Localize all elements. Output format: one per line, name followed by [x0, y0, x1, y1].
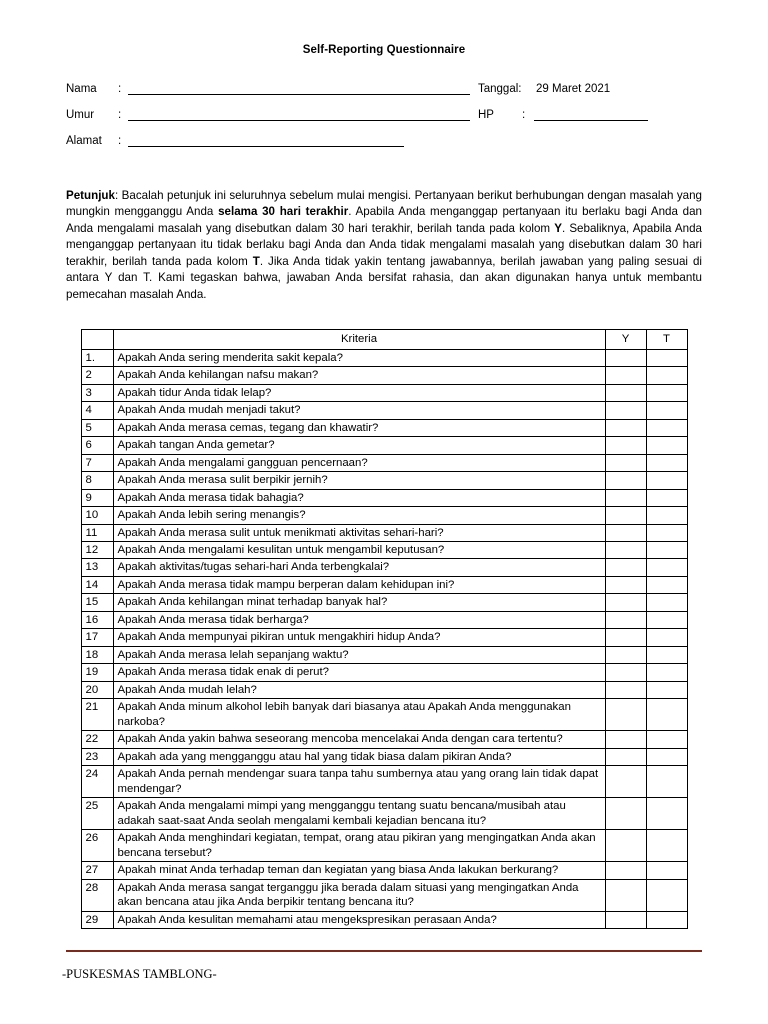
table-row — [81, 611, 687, 628]
row-number: 2 — [81, 367, 113, 384]
table-row — [81, 507, 687, 524]
row-criteria: Apakah Anda yakin bahwa seseorang mencoba mencelakai Anda dengan cara tertentu? — [113, 731, 605, 748]
identity-row-umur — [66, 106, 470, 121]
instructions-paragraph — [66, 188, 702, 303]
row-number: 24 — [81, 766, 113, 798]
header-y: Y — [605, 330, 646, 349]
row-answer-y[interactable] — [605, 646, 646, 663]
row-answer-y[interactable] — [605, 699, 646, 731]
row-number: 13 — [81, 559, 113, 576]
instructions-lead-label: Petunjuk — [66, 189, 115, 202]
row-answer-y[interactable] — [605, 862, 646, 879]
row-answer-t[interactable] — [646, 367, 687, 384]
row-answer-t[interactable] — [646, 349, 687, 366]
row-answer-y[interactable] — [605, 349, 646, 366]
table-row — [81, 862, 687, 879]
tanggal-value: 29 Maret 2021 — [536, 83, 611, 95]
row-criteria: Apakah Anda kehilangan nafsu makan? — [113, 367, 605, 384]
row-criteria: Apakah minat Anda terhadap teman dan kegiatan yang biasa Anda lakukan berkurang? — [113, 862, 605, 879]
header-kriteria: Kriteria — [113, 330, 605, 349]
table-row — [81, 766, 687, 798]
table-row — [81, 664, 687, 681]
row-criteria: Apakah Anda sering menderita sakit kepala? — [113, 349, 605, 366]
row-criteria: Apakah Anda merasa lelah sepanjang waktu? — [113, 646, 605, 663]
row-answer-t[interactable] — [646, 731, 687, 748]
row-criteria: Apakah Anda merasa tidak enak di perut? — [113, 664, 605, 681]
row-answer-t[interactable] — [646, 559, 687, 576]
instructions-text-2: . Apabila Anda menganggap pertanyaan itu berlaku bagi Anda dan Anda mengalami masalah yang disebutkan dalam 30 hari terakhir, berilah tanda pada kolom — [66, 205, 702, 235]
row-number: 5 — [81, 419, 113, 436]
row-answer-t[interactable] — [646, 611, 687, 628]
nama-label: Nama — [66, 83, 97, 95]
identity-row-hp — [478, 106, 702, 121]
row-number: 16 — [81, 611, 113, 628]
row-number: 26 — [81, 830, 113, 862]
row-answer-t[interactable] — [646, 748, 687, 765]
table-row — [81, 349, 687, 366]
row-answer-y[interactable] — [605, 766, 646, 798]
row-number: 19 — [81, 664, 113, 681]
row-number: 27 — [81, 862, 113, 879]
row-criteria: Apakah Anda mudah menjadi takut? — [113, 402, 605, 419]
row-criteria: Apakah Anda kehilangan minat terhadap banyak hal? — [113, 594, 605, 611]
row-number: 3 — [81, 384, 113, 401]
row-criteria: Apakah Anda lebih sering menangis? — [113, 507, 605, 524]
instructions-bold-2: Y — [554, 221, 562, 235]
row-number: 25 — [81, 798, 113, 830]
row-answer-y[interactable] — [605, 748, 646, 765]
row-number: 21 — [81, 699, 113, 731]
alamat-input-line[interactable] — [128, 135, 404, 147]
table-row — [81, 748, 687, 765]
row-answer-y[interactable] — [605, 489, 646, 506]
row-answer-t[interactable] — [646, 576, 687, 593]
umur-label: Umur — [66, 109, 95, 121]
row-answer-t[interactable] — [646, 646, 687, 663]
row-answer-t[interactable] — [646, 911, 687, 928]
table-row — [81, 472, 687, 489]
row-answer-t[interactable] — [646, 830, 687, 862]
row-answer-t[interactable] — [646, 454, 687, 471]
row-answer-y[interactable] — [605, 472, 646, 489]
row-criteria: Apakah aktivitas/tugas sehari-hari Anda terbengkalai? — [113, 559, 605, 576]
page-title: Self-Reporting Questionnaire — [302, 44, 466, 56]
row-criteria: Apakah ada yang mengganggu atau hal yang tidak biasa dalam pikiran Anda? — [113, 748, 605, 765]
questionnaire-table-body — [81, 349, 687, 928]
instructions-text-1: : Bacalah petunjuk ini seluruhnya sebelum mulai mengisi. Pertanyaan berikut berhubungan dengan masalah yang mungkin mengganggu Anda — [66, 189, 702, 219]
table-row — [81, 419, 687, 436]
row-answer-t[interactable] — [646, 798, 687, 830]
umur-colon: : — [118, 109, 122, 121]
row-answer-t[interactable] — [646, 524, 687, 541]
footer-divider — [66, 950, 702, 952]
row-answer-t[interactable] — [646, 862, 687, 879]
row-criteria: Apakah Anda kesulitan memahami atau mengekspresikan perasaan Anda? — [113, 911, 605, 928]
row-answer-y[interactable] — [605, 798, 646, 830]
table-row — [81, 559, 687, 576]
row-answer-t[interactable] — [646, 437, 687, 454]
row-answer-t[interactable] — [646, 699, 687, 731]
row-criteria: Apakah Anda merasa sulit berpikir jernih? — [113, 472, 605, 489]
nama-input-line[interactable] — [128, 83, 470, 95]
row-answer-y[interactable] — [605, 594, 646, 611]
row-criteria: Apakah Anda minum alkohol lebih banyak dari biasanya atau Apakah Anda menggunakan narkoba? — [113, 699, 605, 731]
row-answer-y[interactable] — [605, 911, 646, 928]
row-answer-y[interactable] — [605, 402, 646, 419]
umur-input-line[interactable] — [128, 109, 470, 121]
identity-block — [66, 80, 702, 158]
row-answer-t[interactable] — [646, 681, 687, 698]
table-row — [81, 541, 687, 558]
row-number: 15 — [81, 594, 113, 611]
table-row — [81, 879, 687, 911]
row-criteria: Apakah Anda mengalami kesulitan untuk mengambil keputusan? — [113, 541, 605, 558]
row-number: 9 — [81, 489, 113, 506]
row-number: 23 — [81, 748, 113, 765]
row-answer-t[interactable] — [646, 594, 687, 611]
header-t: T — [646, 330, 687, 349]
row-criteria: Apakah Anda mengalami gangguan pencernaan? — [113, 454, 605, 471]
row-number: 14 — [81, 576, 113, 593]
instructions-bold-3: T — [252, 254, 260, 268]
hp-input-line[interactable] — [534, 109, 648, 121]
table-header-row — [81, 330, 687, 349]
row-answer-t[interactable] — [646, 472, 687, 489]
row-criteria: Apakah Anda menghindari kegiatan, tempat, orang atau pikiran yang mengingatkan Anda akan bencana tersebut? — [113, 830, 605, 862]
row-number: 10 — [81, 507, 113, 524]
row-number: 20 — [81, 681, 113, 698]
row-answer-y[interactable] — [605, 367, 646, 384]
row-criteria: Apakah tidur Anda tidak lelap? — [113, 384, 605, 401]
identity-left-column — [66, 80, 470, 158]
row-criteria: Apakah Anda merasa tidak mampu berperan dalam kehidupan ini? — [113, 576, 605, 593]
row-number: 18 — [81, 646, 113, 663]
header-no — [81, 330, 113, 349]
row-answer-t[interactable] — [646, 384, 687, 401]
table-row — [81, 798, 687, 830]
row-number: 22 — [81, 731, 113, 748]
table-row — [81, 699, 687, 731]
table-row — [81, 437, 687, 454]
table-row — [81, 524, 687, 541]
row-answer-y[interactable] — [605, 629, 646, 646]
row-criteria: Apakah Anda mudah lelah? — [113, 681, 605, 698]
row-answer-t[interactable] — [646, 507, 687, 524]
row-criteria: Apakah Anda merasa tidak berharga? — [113, 611, 605, 628]
row-answer-y[interactable] — [605, 541, 646, 558]
row-answer-t[interactable] — [646, 419, 687, 436]
row-answer-y[interactable] — [605, 507, 646, 524]
row-criteria: Apakah Anda mengalami mimpi yang mengganggu tentang suatu bencana/musibah atau adakah saat-saat Anda seolah mengalami kembali kejadian bencana itu? — [113, 798, 605, 830]
row-criteria: Apakah Anda merasa cemas, tegang dan khawatir? — [113, 419, 605, 436]
row-number: 1. — [81, 349, 113, 366]
row-answer-y[interactable] — [605, 524, 646, 541]
row-answer-y[interactable] — [605, 576, 646, 593]
row-answer-y[interactable] — [605, 879, 646, 911]
table-row — [81, 911, 687, 928]
row-number: 28 — [81, 879, 113, 911]
row-answer-t[interactable] — [646, 541, 687, 558]
table-row — [81, 402, 687, 419]
row-answer-y[interactable] — [605, 419, 646, 436]
row-answer-t[interactable] — [646, 664, 687, 681]
hp-label: HP — [478, 109, 494, 121]
table-row — [81, 367, 687, 384]
row-number: 11 — [81, 524, 113, 541]
row-answer-t[interactable] — [646, 402, 687, 419]
table-row — [81, 489, 687, 506]
table-row — [81, 731, 687, 748]
footer-label: -PUSKESMAS TAMBLONG- — [62, 967, 217, 981]
row-criteria: Apakah Anda mempunyai pikiran untuk mengakhiri hidup Anda? — [113, 629, 605, 646]
row-number: 4 — [81, 402, 113, 419]
row-answer-t[interactable] — [646, 629, 687, 646]
row-number: 6 — [81, 437, 113, 454]
row-criteria: Apakah Anda merasa tidak bahagia? — [113, 489, 605, 506]
table-row — [81, 681, 687, 698]
identity-row-alamat — [66, 132, 470, 147]
row-answer-y[interactable] — [605, 454, 646, 471]
row-criteria: Apakah Anda merasa sangat terganggu jika berada dalam situasi yang mengingatkan Anda akan bencana atau jika Anda berpikir tentang bencana itu? — [113, 879, 605, 911]
row-answer-y[interactable] — [605, 437, 646, 454]
instructions-bold-1: selama 30 hari terakhir — [218, 205, 349, 219]
hp-colon: : — [522, 109, 526, 121]
row-answer-y[interactable] — [605, 559, 646, 576]
identity-row-nama — [66, 80, 470, 95]
table-row — [81, 646, 687, 663]
row-answer-y[interactable] — [605, 611, 646, 628]
table-row — [81, 384, 687, 401]
identity-row-tanggal — [478, 80, 702, 95]
nama-colon: : — [118, 83, 122, 95]
row-answer-y[interactable] — [605, 664, 646, 681]
row-answer-t[interactable] — [646, 489, 687, 506]
row-number: 7 — [81, 454, 113, 471]
table-row — [81, 594, 687, 611]
table-row — [81, 576, 687, 593]
alamat-colon: : — [118, 135, 122, 147]
identity-right-column — [470, 80, 702, 158]
row-answer-y[interactable] — [605, 731, 646, 748]
row-criteria: Apakah Anda pernah mendengar suara tanpa tahu sumbernya atau yang orang lain tidak dapat mendengar? — [113, 766, 605, 798]
tanggal-label: Tanggal: — [478, 83, 522, 95]
row-number: 8 — [81, 472, 113, 489]
alamat-label: Alamat — [66, 135, 102, 147]
table-row — [81, 629, 687, 646]
row-criteria: Apakah Anda merasa sulit untuk menikmati aktivitas sehari-hari? — [113, 524, 605, 541]
instructions-text-3: . Sebaliknya, Apabila Anda menganggap pertanyaan itu tidak berlaku bagi Anda dan Anda tidak mengalami masalah yang disebutkan dalam 30 hari terakhir, berilah tanda pada kolom — [66, 221, 703, 268]
row-number: 17 — [81, 629, 113, 646]
row-answer-y[interactable] — [605, 384, 646, 401]
row-answer-y[interactable] — [605, 681, 646, 698]
row-answer-t[interactable] — [646, 766, 687, 798]
instructions-text-4: . Jika Anda tidak yakin tentang jawabannya, berilah jawaban yang paling sesuai di antara Y dan T. Kami tegaskan bahwa, jawaban Anda bersifat rahasia, dan akan digunakan hanya untuk membantu pemecahan masalah Anda. — [66, 254, 702, 301]
row-answer-y[interactable] — [605, 830, 646, 862]
questionnaire-table — [81, 329, 688, 929]
row-number: 12 — [81, 541, 113, 558]
row-answer-t[interactable] — [646, 879, 687, 911]
table-row — [81, 830, 687, 862]
table-row — [81, 454, 687, 471]
row-criteria: Apakah tangan Anda gemetar? — [113, 437, 605, 454]
row-number: 29 — [81, 911, 113, 928]
